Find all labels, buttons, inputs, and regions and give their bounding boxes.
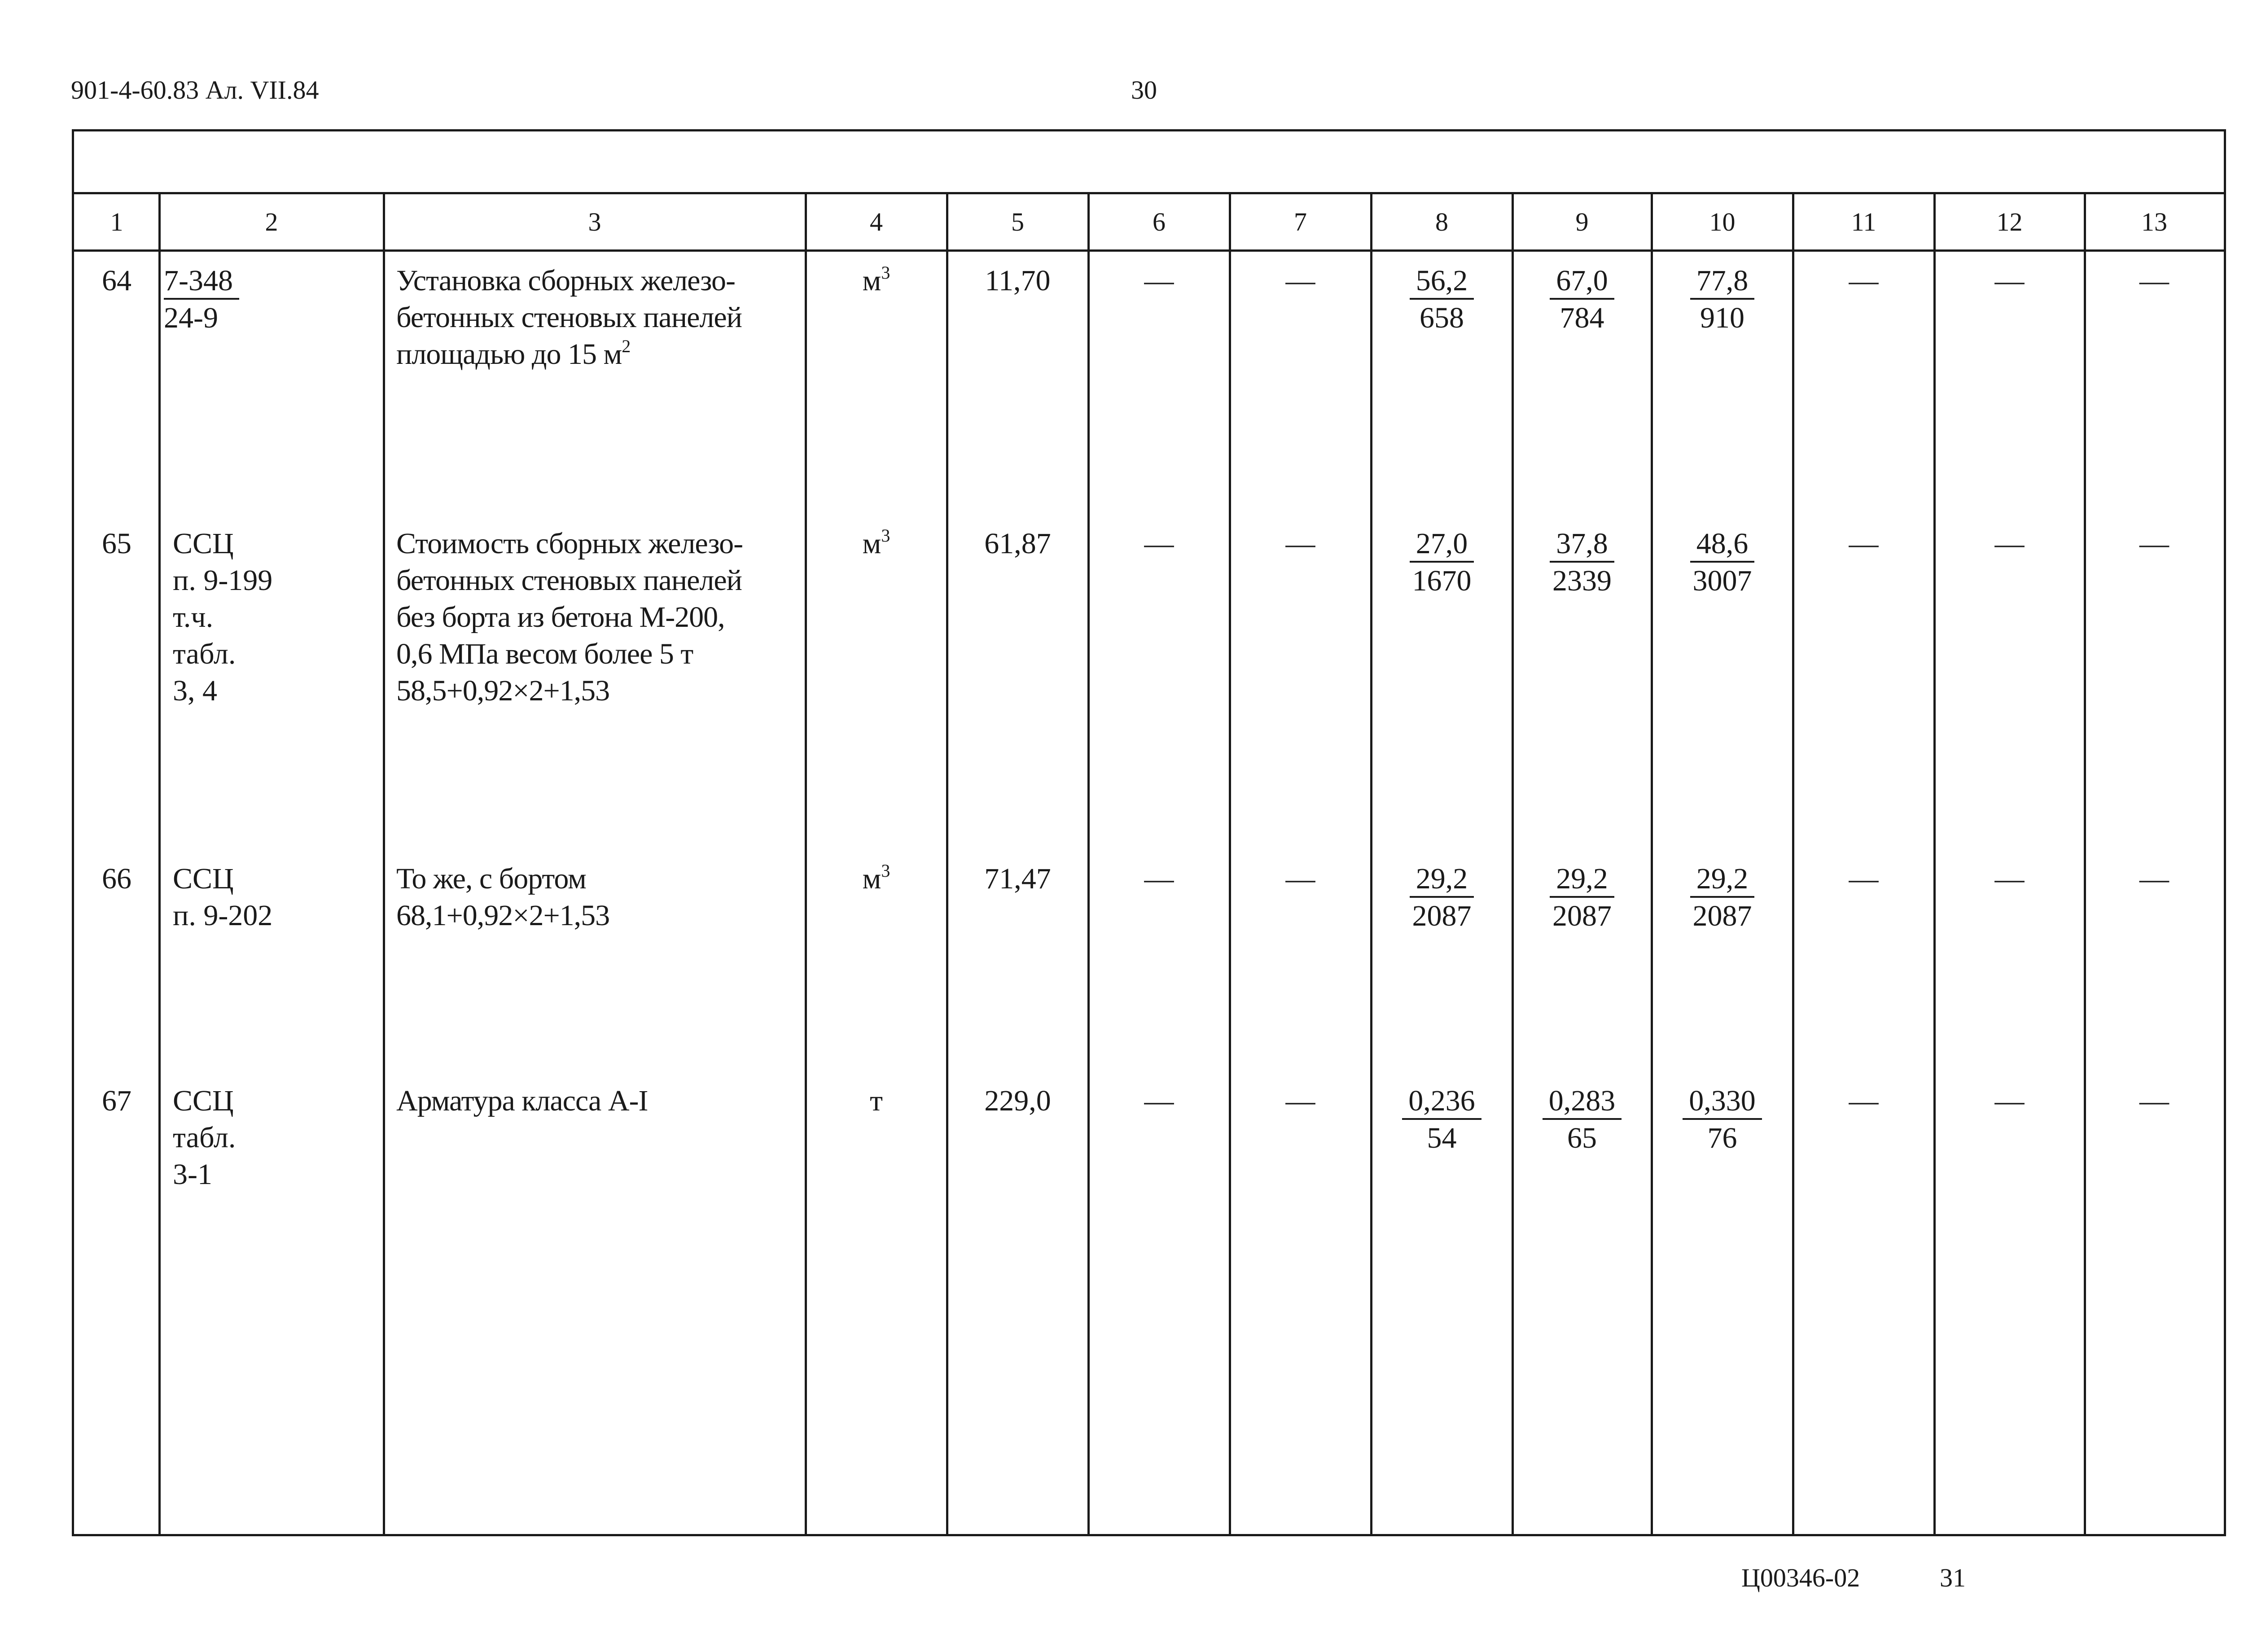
cost-fraction-col-9-numerator: 67,0 [1550, 264, 1614, 300]
norm-reference-line: т.ч. [173, 601, 214, 634]
page-number: 30 [1131, 75, 1157, 105]
empty-value-13: — [2139, 527, 2169, 560]
norm-reference-numerator: 7-348 [164, 264, 239, 300]
cost-fraction-col-10-numerator: 29,2 [1690, 862, 1755, 898]
cost-fraction-col-8 [1371, 861, 1512, 935]
unit-of-measure: т [870, 1084, 883, 1117]
column-number-11: 11 [1851, 207, 1876, 236]
cost-fraction-col-9-denominator: 784 [1560, 302, 1604, 334]
quantity: 61,87 [984, 527, 1051, 560]
empty-value-13: — [2139, 1084, 2169, 1117]
norm-reference-line: п. 9-199 [173, 564, 273, 597]
unit-of-measure: $м^3$ [862, 262, 890, 297]
cost-fraction-col-9-numerator: 0,283 [1543, 1084, 1622, 1120]
empty-value-12: — [1994, 527, 2025, 560]
cost-fraction-col-8-numerator: 29,2 [1410, 862, 1474, 898]
row-number: 66 [102, 862, 131, 895]
column-number-13: 13 [2141, 207, 2167, 236]
empty-value-11: — [1849, 527, 1879, 560]
cost-fraction-col-9-numerator: 29,2 [1550, 862, 1614, 898]
document-code: 901-4-60.83 Ал. VII.84 [71, 75, 319, 105]
empty-value-6: — [1144, 527, 1174, 560]
cost-fraction-col-9-numerator: 37,8 [1550, 527, 1614, 563]
work-description-line: 68,1+0,92×2+1,53 [396, 899, 610, 932]
cost-fraction-col-9 [1512, 525, 1652, 599]
column-number-4: 4 [870, 207, 883, 236]
work-description-line: 58,5+0,92×2+1,53 [396, 674, 610, 707]
cost-fraction-col-8-numerator: 56,2 [1410, 264, 1474, 300]
column-number-12: 12 [1996, 207, 2023, 236]
work-description-line: 0,6 МПа весом более 5 т [396, 638, 693, 670]
norm-reference-line: п. 9-202 [173, 899, 273, 932]
cost-fraction-col-9-denominator: 2087 [1552, 900, 1612, 932]
cost-fraction-col-10-numerator: 48,6 [1690, 527, 1755, 563]
work-description-line: бетонных стеновых панелей [396, 564, 742, 597]
empty-value-7: — [1285, 527, 1315, 560]
empty-value-11: — [1849, 1084, 1879, 1117]
row-number: 65 [102, 527, 131, 560]
cost-fraction-col-10 [1652, 1083, 1793, 1157]
empty-value-12: — [1994, 1084, 2025, 1117]
work-description-line: Установка сборных железо- [396, 264, 735, 297]
cost-fraction-col-10-denominator: 76 [1707, 1122, 1737, 1154]
column-number-6: 6 [1153, 207, 1166, 236]
unit-of-measure: $м^3$ [862, 525, 890, 560]
empty-value-7: — [1285, 264, 1315, 297]
cost-fraction-col-9-denominator: 2339 [1552, 564, 1612, 597]
cost-fraction-col-8-denominator: 658 [1420, 302, 1464, 334]
cost-fraction-col-10 [1652, 861, 1793, 935]
cost-fraction-col-10 [1652, 525, 1793, 599]
work-description-line: То же, с бортом [396, 862, 586, 895]
cost-fraction-col-8-denominator: 54 [1427, 1122, 1457, 1154]
cost-fraction-col-10-denominator: 2087 [1692, 900, 1752, 932]
empty-value-7: — [1285, 862, 1315, 895]
cost-fraction-col-10-numerator: 77,8 [1690, 264, 1755, 300]
column-number-2: 2 [265, 207, 278, 236]
norm-reference-line: 3, 4 [173, 674, 217, 707]
empty-value-11: — [1849, 264, 1879, 297]
row-number: 67 [102, 1084, 131, 1117]
norm-reference-line: ССЦ [173, 527, 234, 560]
column-number-8: 8 [1435, 207, 1448, 236]
work-description-line: без борта из бетона М-200, [396, 601, 725, 634]
cost-fraction-col-9-denominator: 65 [1567, 1122, 1597, 1154]
table-top-band [74, 131, 2224, 194]
cost-fraction-col-8-numerator: 0,236 [1402, 1084, 1481, 1120]
quantity: 71,47 [984, 862, 1051, 895]
cost-fraction-col-8-denominator: 1670 [1412, 564, 1472, 597]
cost-fraction-col-8-denominator: 2087 [1412, 900, 1472, 932]
cost-fraction-col-8-numerator: 27,0 [1410, 527, 1474, 563]
empty-value-11: — [1849, 862, 1879, 895]
unit-of-measure: $м^3$ [862, 861, 890, 895]
cost-fraction-col-8 [1371, 262, 1512, 337]
cost-fraction-col-9 [1512, 262, 1652, 337]
norm-reference-line: ССЦ [173, 1084, 234, 1117]
footer-code: Ц00346-02 [1741, 1563, 1860, 1592]
norm-reference-denominator: 24-9 [164, 302, 218, 334]
work-description-line: бетонных стеновых панелей [396, 301, 742, 334]
norm-reference-line: табл. [173, 1121, 236, 1154]
work-description-line: Стоимость сборных железо- [396, 527, 743, 560]
cost-fraction-col-8 [1371, 1083, 1512, 1157]
column-divider [383, 194, 385, 1534]
column-number-9: 9 [1575, 207, 1589, 236]
empty-value-13: — [2139, 264, 2169, 297]
empty-value-12: — [1994, 264, 2025, 297]
empty-value-6: — [1144, 264, 1174, 297]
cost-fraction-col-9 [1512, 861, 1652, 935]
footer-page-number: 31 [1940, 1563, 1966, 1592]
column-number-3: 3 [588, 207, 601, 236]
empty-value-6: — [1144, 1084, 1174, 1117]
cost-fraction-col-10-numerator: 0,330 [1683, 1084, 1762, 1120]
quantity: 229,0 [984, 1084, 1051, 1117]
work-description-line: площадью до 15 $м^2$ [396, 336, 631, 371]
norm-reference-line: табл. [173, 638, 236, 670]
empty-value-12: — [1994, 862, 2025, 895]
work-description-line: Арматура класса А-I [396, 1084, 648, 1117]
column-number-1: 1 [110, 207, 123, 236]
norm-reference-line: ССЦ [173, 862, 234, 895]
cost-fraction-col-8 [1371, 525, 1512, 599]
cost-fraction-col-9 [1512, 1083, 1652, 1157]
column-number-7: 7 [1294, 207, 1307, 236]
column-number-row [74, 194, 2224, 252]
norm-reference-line: 3-1 [173, 1158, 212, 1191]
cost-fraction-col-10 [1652, 262, 1793, 337]
row-number: 64 [102, 264, 131, 297]
cost-fraction-col-10-denominator: 3007 [1692, 564, 1752, 597]
empty-value-6: — [1144, 862, 1174, 895]
column-number-10: 10 [1709, 207, 1736, 236]
quantity: 11,70 [985, 264, 1051, 297]
estimate-table [72, 129, 2226, 1536]
norm-reference [164, 262, 249, 337]
column-number-5: 5 [1011, 207, 1024, 236]
empty-value-13: — [2139, 862, 2169, 895]
empty-value-7: — [1285, 1084, 1315, 1117]
cost-fraction-col-10-denominator: 910 [1700, 302, 1744, 334]
